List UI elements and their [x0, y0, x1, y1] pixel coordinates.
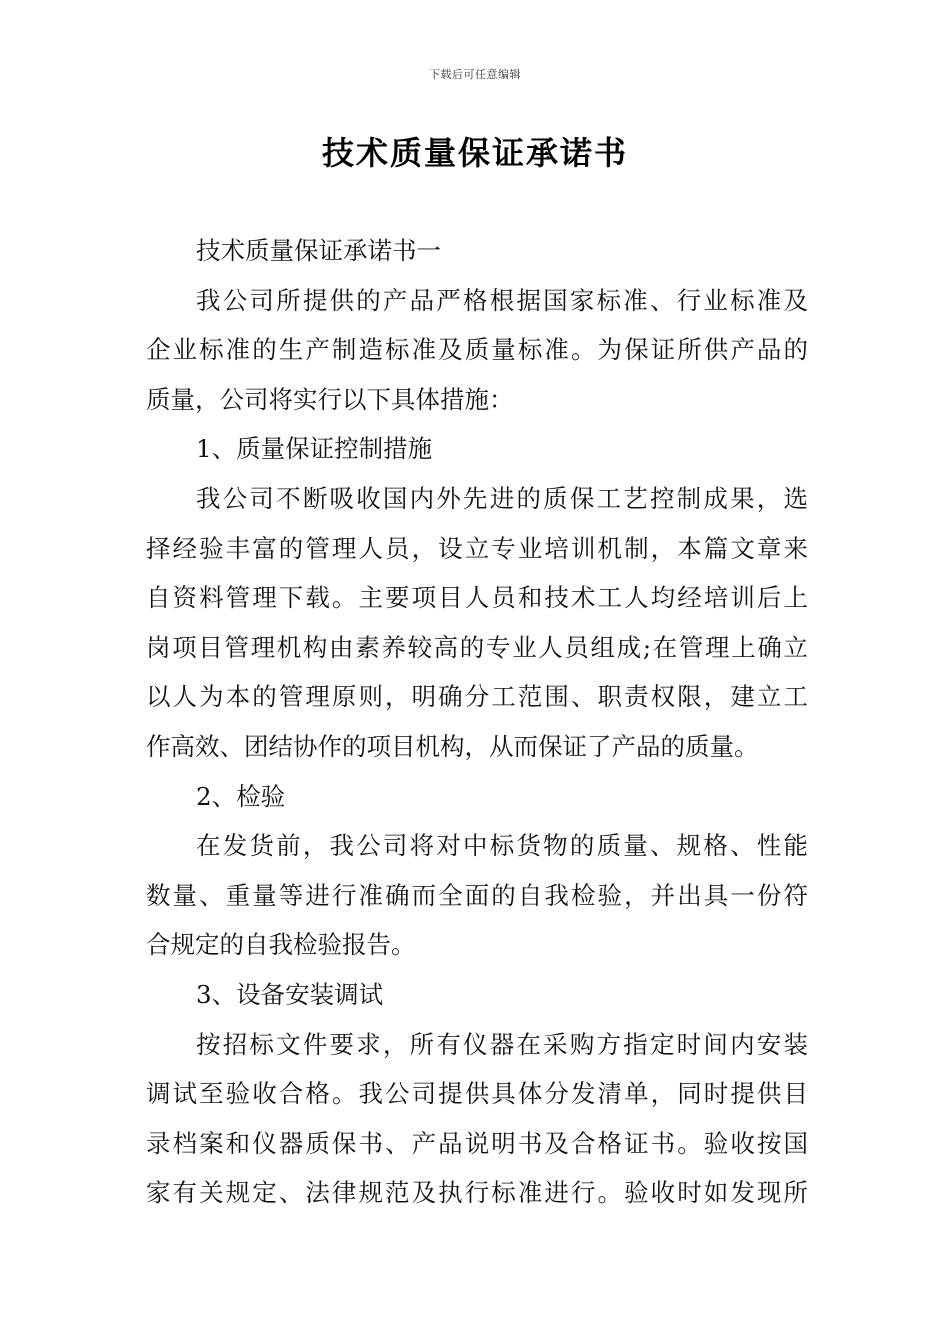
paragraph-line: 自资料管理下载。主要项目人员和技术工人均经培训后上 — [146, 583, 808, 613]
paragraph-line: 合规定的自我检验报告。 — [146, 930, 416, 960]
paragraph-line: 择经验丰富的管理人员，设立专业培训机制，本篇文章来 — [146, 533, 808, 563]
section-heading: 3、设备安装调试 — [196, 979, 384, 1009]
paragraph-line: 调试至验收合格。我公司提供具体分发清单，同时提供目 — [146, 1079, 808, 1109]
paragraph-line: 按招标文件要求，所有仪器在采购方指定时间内安装 — [196, 1029, 808, 1059]
paragraph-line: 我公司不断吸收国内外先进的质保工艺控制成果，选 — [196, 483, 808, 513]
paragraph-line: 在发货前，我公司将对中标货物的质量、规格、性能 — [196, 831, 808, 861]
document-title: 技术质量保证承诺书 — [321, 134, 628, 172]
section-heading: 技术质量保证承诺书一 — [196, 236, 441, 265]
paragraph-line: 企业标准的生产制造标准及质量标准。为保证所供产品的 — [146, 335, 808, 365]
document-body — [146, 226, 808, 1218]
paragraph-line: 数量、重量等进行准确而全面的自我检验，并出具一份符 — [146, 880, 808, 910]
section-heading: 1、质量保证控制措施 — [196, 434, 433, 464]
paragraph-line: 质量，公司将实行以下具体措施： — [146, 384, 514, 414]
paragraph-line: 岗项目管理机构由素养较高的专业人员组成;在管理上确立 — [146, 632, 808, 662]
paragraph-line: 作高效、团结协作的项目机构，从而保证了产品的质量。 — [146, 731, 759, 761]
paragraph-line: 以人为本的管理原则，明确分工范围、职责权限，建立工 — [146, 682, 808, 712]
section-heading: 2、检验 — [196, 781, 286, 811]
header-note: 下载后可任意编辑 — [429, 68, 521, 81]
paragraph-line: 录档案和仪器质保书、产品说明书及合格证书。验收按国 — [146, 1128, 808, 1158]
paragraph-line: 家有关规定、法律规范及执行标准进行。验收时如发现所 — [146, 1178, 808, 1208]
paragraph-line: 我公司所提供的产品严格根据国家标准、行业标准及 — [196, 285, 808, 315]
